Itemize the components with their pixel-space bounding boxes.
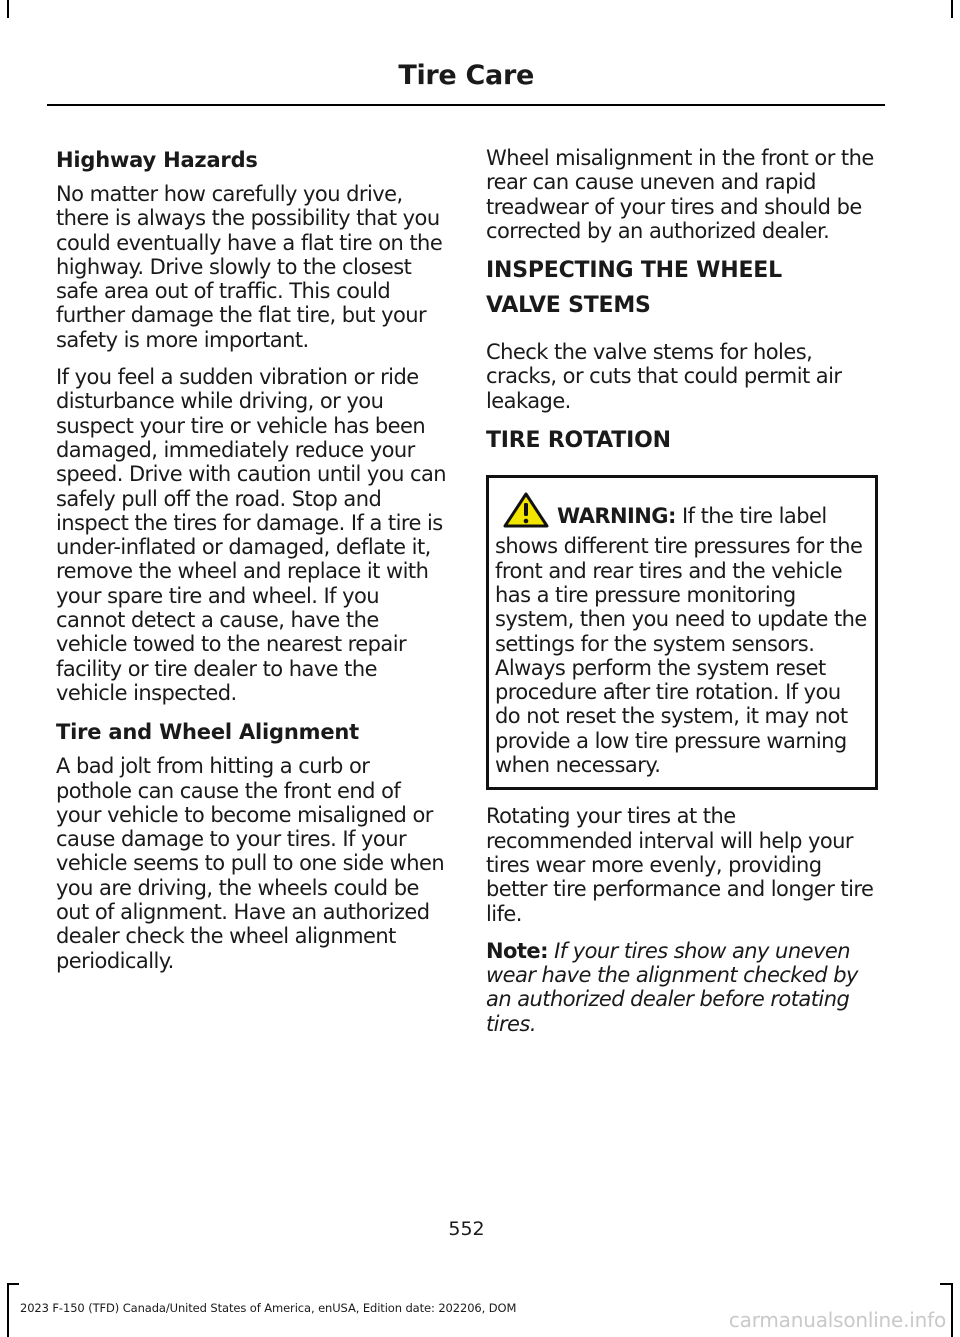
edition-footer: 2023 F-150 (TFD) Canada/United States of America, enUSA, Edition date: 202206, DOM bbox=[20, 1301, 517, 1315]
page-title: Tire Care bbox=[398, 60, 534, 91]
valve-stems-paragraph: Check the valve stems for holes, cracks, or cuts that could permit air leakage. bbox=[486, 340, 842, 413]
tire-rotation-heading: TIRE ROTATION bbox=[486, 428, 671, 454]
valve-stems-heading-line2: VALVE STEMS bbox=[486, 293, 651, 319]
warning-label: WARNING: bbox=[557, 504, 676, 529]
page-number: 552 bbox=[448, 1218, 485, 1240]
vibration-paragraph: If you feel a sudden vibration or ride disturbance while driving, or you suspect your tire or vehicle has been damaged, immediately reduce your speed. Drive with caution until you can safely pull off the road. Stop and inspect the tires for damage. If a tire is under-inflated or damaged, deflate it, remove the wheel and replace it with your spare tire and wheel. If you cannot detect a cause, have the vehicle towed to the nearest repair facility or tire dealer to have the vehicle inspected. bbox=[56, 365, 447, 705]
warning-text: If the tire label shows different tire pressures for the front and rear tires and the vehicle has a tire pressure monitoring system, then you need to update the settings for the system sensors. Always perform the system reset procedure after tire rotation. If you do not reset the system, it may not provide a low tire pressure warning when necessary. bbox=[495, 504, 867, 778]
crop-mark bbox=[7, 0, 9, 18]
note-text: If your tires show any uneven wear have the alignment checked by an authorized dealer before rotating tires. bbox=[486, 938, 858, 1036]
crop-mark bbox=[940, 1283, 952, 1285]
crop-mark bbox=[7, 1283, 9, 1337]
right-column bbox=[486, 146, 878, 1049]
misalignment-paragraph: Wheel misalignment in the front or the rear can cause uneven and rapid treadwear of your tires and should be corrected by an authorized dealer. bbox=[486, 146, 874, 243]
watermark: carmanualsonline.info bbox=[728, 1308, 946, 1332]
crop-mark bbox=[951, 1283, 953, 1337]
note bbox=[486, 939, 878, 1036]
highway-hazards-paragraph: No matter how carefully you drive, there is always the possibility that you could eventually have a flat tire on the highway. Drive slowly to the closest safe area out of traffic. This could further damage the flat tire, but your safety is more important. bbox=[56, 182, 443, 352]
header-divider bbox=[47, 104, 885, 106]
rotating-paragraph: Rotating your tires at the recommended interval will help your tires wear more evenly, providing better tire performance and longer tire life. bbox=[486, 804, 874, 926]
crop-mark bbox=[7, 1283, 19, 1285]
alignment-paragraph: A bad jolt from hitting a curb or pothole can cause the front end of your vehicle to become misaligned or cause damage to your tires. If your vehicle seems to pull to one side when you are driving, the wheels could be out of alignment. Have an authorized dealer check the wheel alignment periodically. bbox=[56, 754, 445, 973]
left-column bbox=[56, 146, 448, 986]
highway-hazards-heading: Highway Hazards bbox=[56, 148, 258, 172]
warning-box bbox=[486, 475, 878, 790]
note-label: Note: bbox=[486, 938, 548, 963]
crop-mark bbox=[951, 0, 953, 18]
valve-stems-heading bbox=[486, 256, 878, 320]
alignment-heading: Tire and Wheel Alignment bbox=[56, 720, 359, 745]
valve-stems-heading-line1: INSPECTING THE WHEEL bbox=[486, 258, 782, 284]
warning-triangle-icon bbox=[503, 491, 549, 534]
